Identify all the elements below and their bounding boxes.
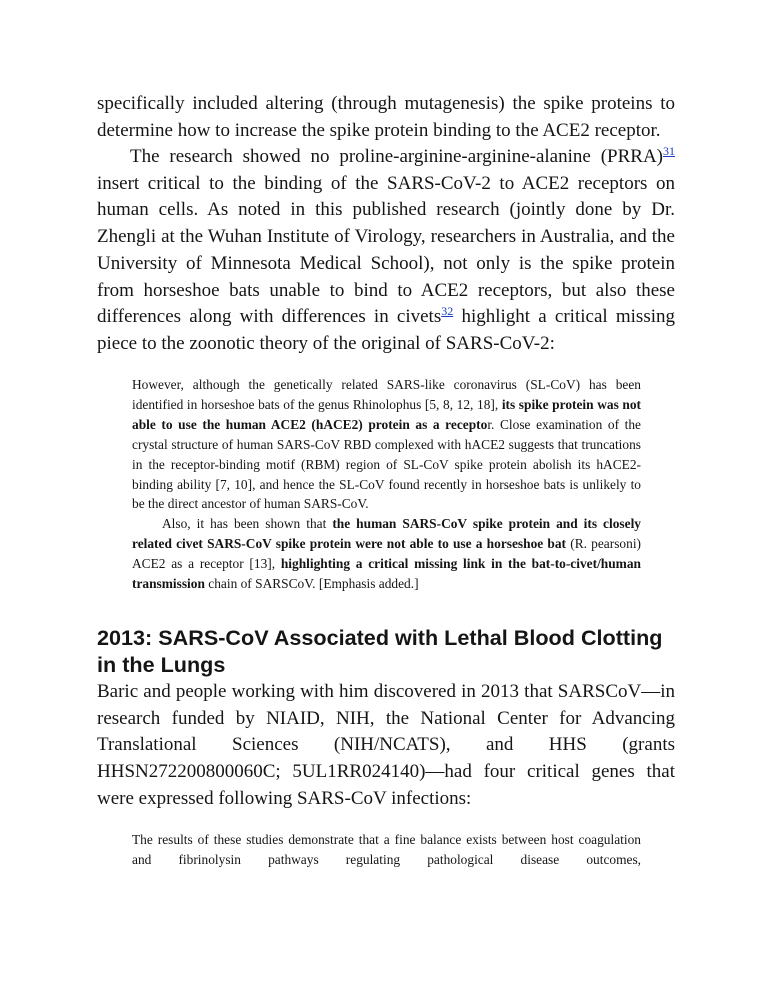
quote-emphasis: highlighting a critical missing link in the bat-to-civet/human transmission <box>132 555 641 591</box>
paragraph-line: Translational Sciences (NIH/NCATS), and HHS (grants <box>97 734 675 756</box>
paragraph-text: insert critical to the binding of the SARS-CoV-2 to ACE2 receptors on human cells. As noted in this published research (jointly done by Dr. Zhengli at the Wuhan Institute of Virology, researchers in Australia, and the University of Minnesota Medical School), not only is the spike protein from horseshoe bats unable to bind to ACE2 receptors, but also these differences along with differences in civets <box>97 172 675 328</box>
blockquote-paragraph-2 <box>132 514 641 594</box>
quote-text: r. Close examination of the crystal structure of human SARS-CoV RBD complexed with hACE2 suggests that truncations in the receptor-binding motif (RBM) region of SL-CoV spike protein abolish its hACE2-binding ability [7, 10], and hence the SL-CoV found recently in horseshoe bats is unlikely to be the direct ancestor of human SARS-CoV. <box>132 416 641 512</box>
quote-text: The results of these studies demonstrate that a fine balance exists between host coagulation and fibrinolysin pathways regulating pathological disease outcomes, <box>132 832 641 867</box>
heading-line: 2013: SARS-CoV Associated with Lethal Blood Clotting <box>97 625 663 650</box>
footnote-link-31[interactable]: 31 <box>663 144 675 158</box>
quote-text: Also, it has been shown that <box>162 516 333 531</box>
section-heading <box>97 624 697 678</box>
paragraph-research <box>97 144 675 358</box>
paragraph-text: The research showed no proline-arginine-arginine-alanine (PRRA) <box>130 146 663 167</box>
quote-text: chain of SARSCoV. [Emphasis added.] <box>204 575 419 591</box>
quote-emphasis: its spike protein was not able to use the human ACE2 (hACE2) protein as a recepto <box>132 396 641 432</box>
quote-text: However, although the genetically related SARS-like coronavirus (SL-CoV) has been identified in horseshoe bats of the genus Rhinolophus [5, 8, 12, 18], <box>132 377 641 412</box>
heading-line: in the Lungs <box>97 652 226 677</box>
paragraph-text: specifically included altering (through mutagenesis) the spike proteins to determine how to increase the spike protein binding to the ACE2 receptor. <box>97 93 675 141</box>
paragraph-continued <box>97 91 675 144</box>
paragraph-line: were expressed following SARS-CoV infections: <box>97 787 472 809</box>
paragraph-line: research funded by NIAID, NIH, the National Center for Advancing <box>97 707 675 729</box>
paragraph-text: highlight a critical missing piece to the zoonotic theory of the original of SARS-CoV-2: <box>97 306 675 354</box>
blockquote-paragraph-3 <box>132 830 641 870</box>
paragraph-line: HHSN272200800060C; 5UL1RR024140)—had four critical genes that <box>97 761 675 783</box>
paragraph-line: Baric and people working with him discovered in 2013 that SARSCoV—in <box>97 681 675 702</box>
quote-emphasis: the human SARS-CoV spike protein and its closely related civet SARS-CoV spike protein were not able to use a horseshoe bat <box>132 516 641 551</box>
paragraph-baric <box>97 679 675 813</box>
blockquote-paragraph-1 <box>132 375 641 514</box>
footnote-link-32[interactable]: 32 <box>441 304 454 319</box>
quote-text: (R. pearsoni) ACE2 as a receptor [13], <box>132 535 641 571</box>
